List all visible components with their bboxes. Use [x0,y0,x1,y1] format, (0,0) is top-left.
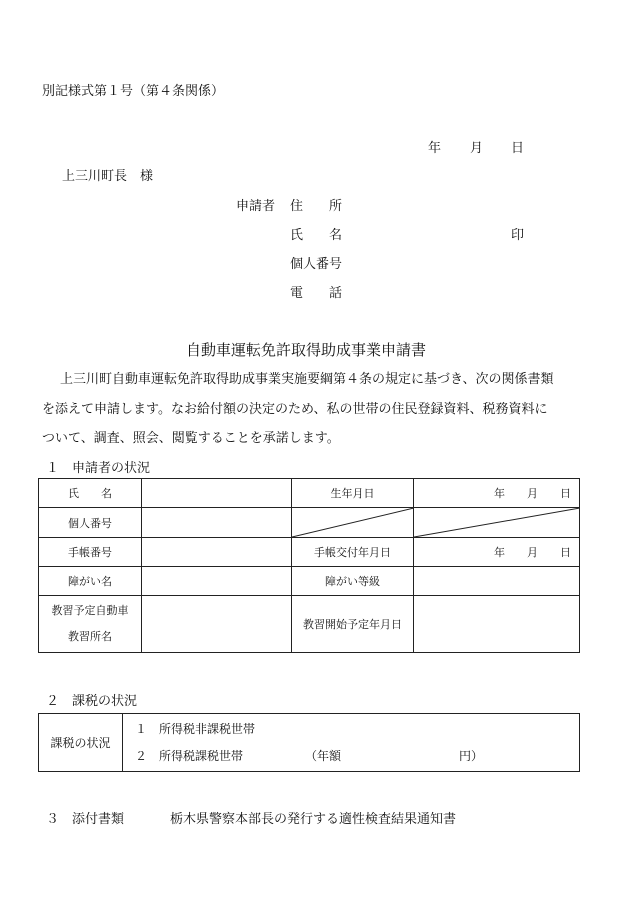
section2-heading: ２ 課税の状況 [46,694,138,709]
seal-mark: 印 [511,228,525,243]
handbook-number-cell [142,538,292,567]
diagonal-line-b [414,508,580,538]
handbook-date-header: 手帳交付年月日 [292,538,414,567]
applicant-personal-number-label: 個人番号 [290,257,343,272]
driving-school-label-line1: 教習予定自動車 [51,604,129,617]
handbook-month: 月 [527,546,538,559]
disability-name-header: 障がい名 [39,567,142,596]
handbook-year: 年 [494,546,505,559]
blank-cell-a [292,508,414,538]
attachment-document: 栃木県警察本部長の発行する適性検査結果通知書 [170,812,457,827]
personal-number-header: 個人番号 [39,508,142,538]
date-day: 日 [511,141,525,156]
birthdate-day: 日 [560,487,571,500]
applicant-status-table [38,478,580,653]
handbook-date-cell [414,538,580,567]
applicant-address-label: 住 所 [290,199,343,214]
tax-status-header: 課税の状況 [39,714,123,772]
handbook-day: 日 [560,546,571,559]
body-line-3: ついて、調査、照会、閲覧することを承諾します。 [42,431,340,446]
tax-option-taxable: ２ 所得税課税世帯 [135,748,244,763]
start-date-cell [414,596,580,653]
tax-option-nontaxable: １ 所得税非課税世帯 [135,721,256,736]
driving-school-label-line2: 教習所名 [68,630,112,643]
tax-status-table [38,713,580,772]
driving-school-cell [142,596,292,653]
disability-name-cell [142,567,292,596]
body-line-2: を添えて申請します。なお給付額の決定のため、私の世帯の住民登録資料、税務資料に [42,402,548,417]
tax-option-taxable-line [135,743,579,770]
document-title: 自動車運転免許取得助成事業申請書 [186,341,427,359]
personal-number-cell [142,508,292,538]
blank-cell-b [414,508,580,538]
start-date-header: 教習開始予定年月日 [292,596,414,653]
date-month: 月 [470,141,484,156]
section3-heading: ３ 添付書類 [46,812,125,827]
applicant-phone-label: 電 話 [290,286,343,301]
birthdate-cell [414,479,580,508]
name-cell [142,479,292,508]
disability-grade-header: 障がい等級 [292,567,414,596]
form-number: 別記様式第１号（第４条関係） [42,84,225,99]
applicant-label: 申請者 [236,199,276,214]
annual-amount-open: （年額 [305,748,342,763]
applicant-name-label: 氏 名 [290,228,343,243]
driving-school-header [39,596,142,653]
body-line-1: 上三川町自動車運転免許取得助成事業実施要綱第４条の規定に基づき、次の関係書類 [60,372,554,387]
addressee: 上三川町長 様 [62,169,154,184]
birthdate-month: 月 [527,487,538,500]
name-header: 氏 名 [39,479,142,508]
birthdate-header: 生年月日 [292,479,414,508]
annual-amount-close: 円） [459,748,484,763]
tax-status-options [123,714,580,772]
disability-grade-cell [414,567,580,596]
handbook-number-header: 手帳番号 [39,538,142,567]
section1-heading: １ 申請者の状況 [46,461,151,476]
birthdate-year: 年 [494,487,505,500]
diagonal-line-a [292,508,414,538]
date-year: 年 [428,141,442,156]
